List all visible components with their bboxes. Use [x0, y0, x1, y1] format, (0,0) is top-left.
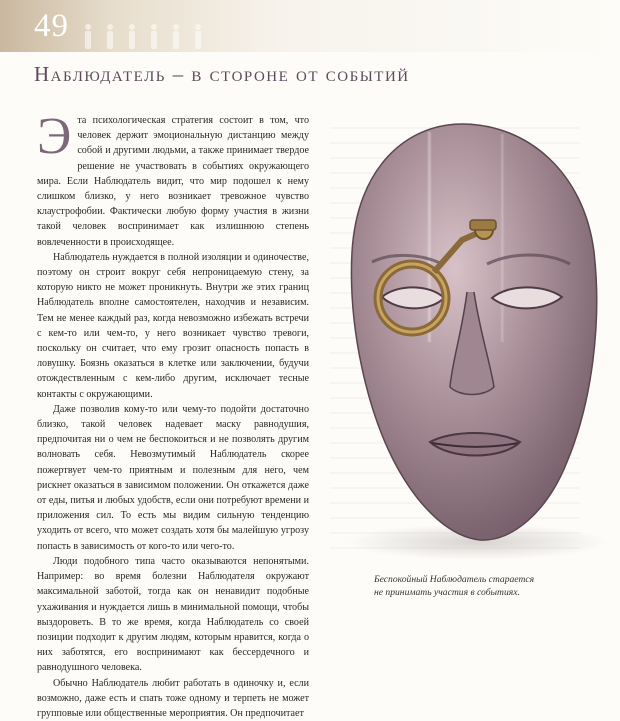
paragraph-5: Обычно Наблюдатель любит работать в одиночку и, если возможно, даже есть и спать тоже одному и терпеть не может групповые или общественные мероприятия. Он предпочитает — [37, 677, 309, 719]
chapter-title: Наблюдатель – в стороне от событий — [34, 62, 410, 86]
page-number: 49 — [34, 8, 69, 44]
body-text-column — [37, 108, 309, 721]
image-caption — [374, 573, 574, 599]
caption-line-1: Беспокойный Наблюдатель старается — [374, 574, 535, 585]
mask-with-monocle-image — [312, 112, 612, 562]
paragraph-4: Люди подобного типа часто оказываются непонятыми. Например: во время болезни Наблюдателя окружают максимальной заботой, тогда как он ненавидит подобные ухаживания и нуждается лишь в минимальной помощи, чтобы выздороветь. В то же время, когда Наблюдатель со своей позиции подходит к другим людям, которым нравится, когда о них заботятся, его воспринимают как бессердечного и равнодушного человека. — [37, 555, 309, 674]
paragraph-1 — [37, 108, 309, 250]
drop-cap: Э — [37, 108, 72, 165]
caption-line-2: не принимать участия в событиях. — [374, 587, 520, 598]
header-figures-decoration — [78, 22, 248, 50]
paragraph-2: Наблюдатель нуждается в полной изоляции и одиночестве, поэтому он строит вокруг себя непроницаемую стену, за которую никто не может проникнуть. Внутри же этих границ Наблюдатель вполне самостоятелен, находчив и независим. Тем не менее каждый раз, когда невозможно избежать встречи с кем-то или чем-то, у него возникает чувство тревоги, поскольку он считает, что ему грозит опасность попасть в ловушку. Боязнь оказаться в клетке или заключении, будучи отождествленным с кем-либо другим, исключает тесные контакты с окружающими. — [37, 251, 309, 400]
page-header-band — [0, 0, 620, 52]
paragraph-3: Даже позволив кому-то или чему-то подойти достаточно близко, такой человек надевает маску равнодушия, предпочитая ни о чем не беспокоиться и не позволять другим волновать себя. Невозмутимый Наблюдатель скорее пожертвует чем-то приятным и полезным для него, чем рискнет оказаться в зависимом положении. Он откажется даже от еды, питья и любых удобств, если они потребуют времени и приложения сил. То есть мы видим сильную тенденцию уходить от всего, что может создать хотя бы малейшую угрозу попасть в зависимость от кого-то или чего-то. — [37, 403, 309, 552]
paragraph-1-text: та психологическая стратегия состоит в том, что человек держит эмоциональную дистанцию между собой и другими людьми, а также принимает твердое решение не участвовать в событиях окружающего мира. Если Наблюдатель видит, что мир подошел к нему слишком близко, у него возникает тревожное чувство клаустрофобии. Фактически любую форму участия в жизни такой человек воспринимает как излишнюю степень вовлеченности в происходящее. — [37, 115, 309, 248]
